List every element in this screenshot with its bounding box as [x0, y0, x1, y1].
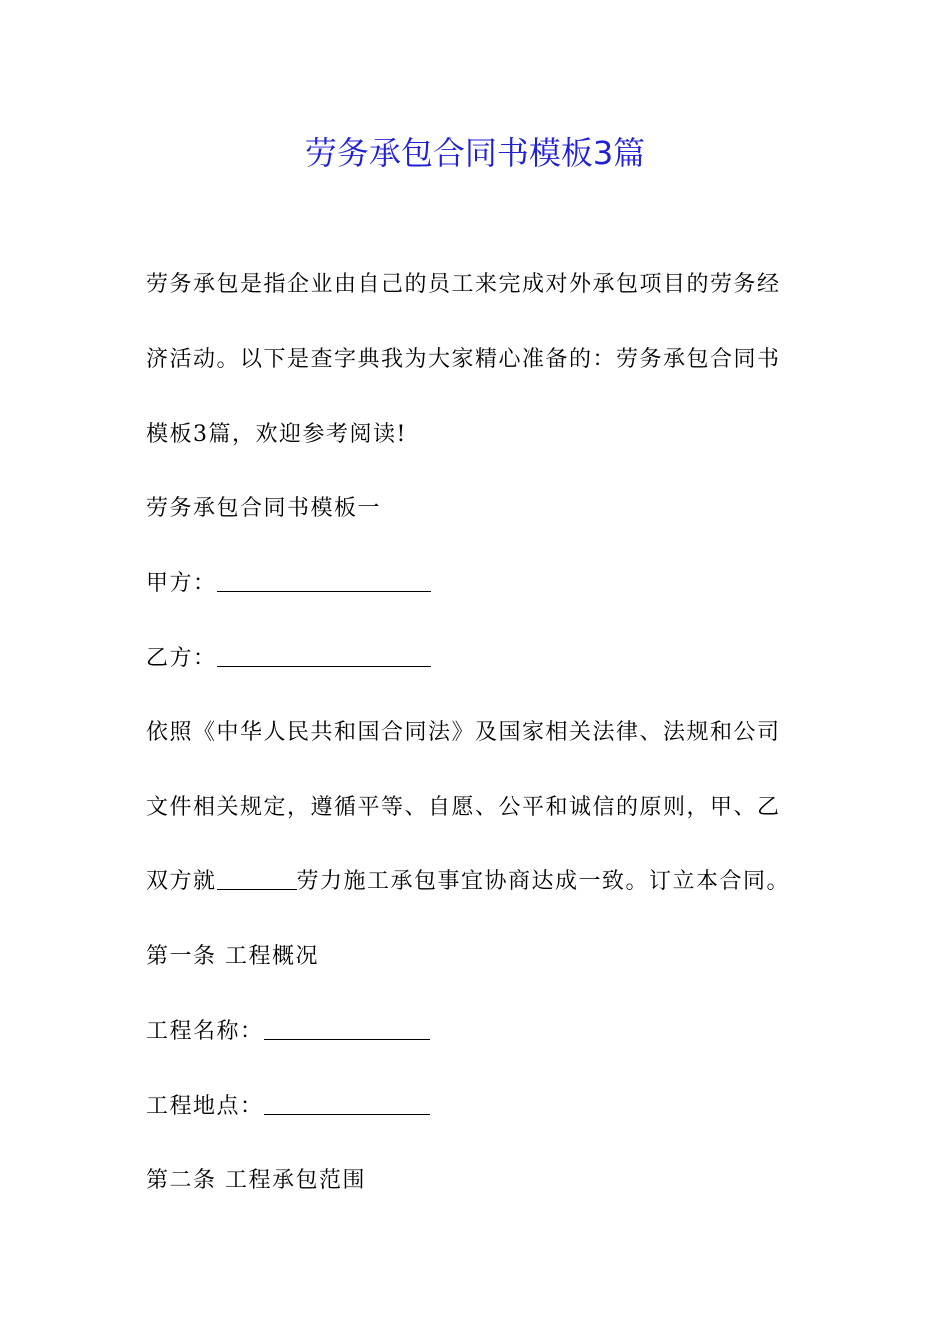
article-2-heading: 第二条 工程承包范围 — [146, 1168, 366, 1193]
party-b-row — [146, 644, 431, 674]
project-name-row — [146, 1017, 430, 1047]
project-location-row — [146, 1092, 430, 1122]
basis-line-3-suffix: 劳力施工承包事宜协商达成一致。订立本合同。 — [296, 869, 791, 894]
project-location-blank — [264, 1094, 430, 1115]
document-title: 劳务承包合同书模板3篇 — [304, 134, 646, 172]
project-location-label: 工程地点： — [146, 1094, 264, 1119]
basis-line-1: 依照《中华人民共和国合同法》及国家相关法律、法规和公司 — [146, 720, 781, 745]
article-1-heading: 第一条 工程概况 — [146, 944, 319, 969]
project-name-blank — [264, 1019, 430, 1040]
intro-line-1: 劳务承包是指企业由自己的员工来完成对外承包项目的劳务经 — [146, 272, 781, 297]
basis-line-3-prefix: 双方就 — [146, 869, 217, 894]
party-b-blank — [217, 646, 431, 667]
basis-blank — [217, 869, 297, 890]
basis-line-3 — [146, 867, 790, 897]
basis-line-2: 文件相关规定，遵循平等、自愿、公平和诚信的原则，甲、乙 — [146, 795, 781, 820]
intro-line-2: 济活动。以下是查字典我为大家精心准备的：劳务承包合同书 — [146, 347, 781, 372]
party-b-label: 乙方： — [146, 646, 217, 671]
party-a-blank — [217, 571, 431, 592]
intro-line-3: 模板3篇，欢迎参考阅读! — [146, 422, 407, 447]
section-heading: 劳务承包合同书模板一 — [146, 496, 382, 521]
party-a-row — [146, 569, 431, 599]
party-a-label: 甲方： — [146, 571, 217, 596]
project-name-label: 工程名称： — [146, 1019, 264, 1044]
